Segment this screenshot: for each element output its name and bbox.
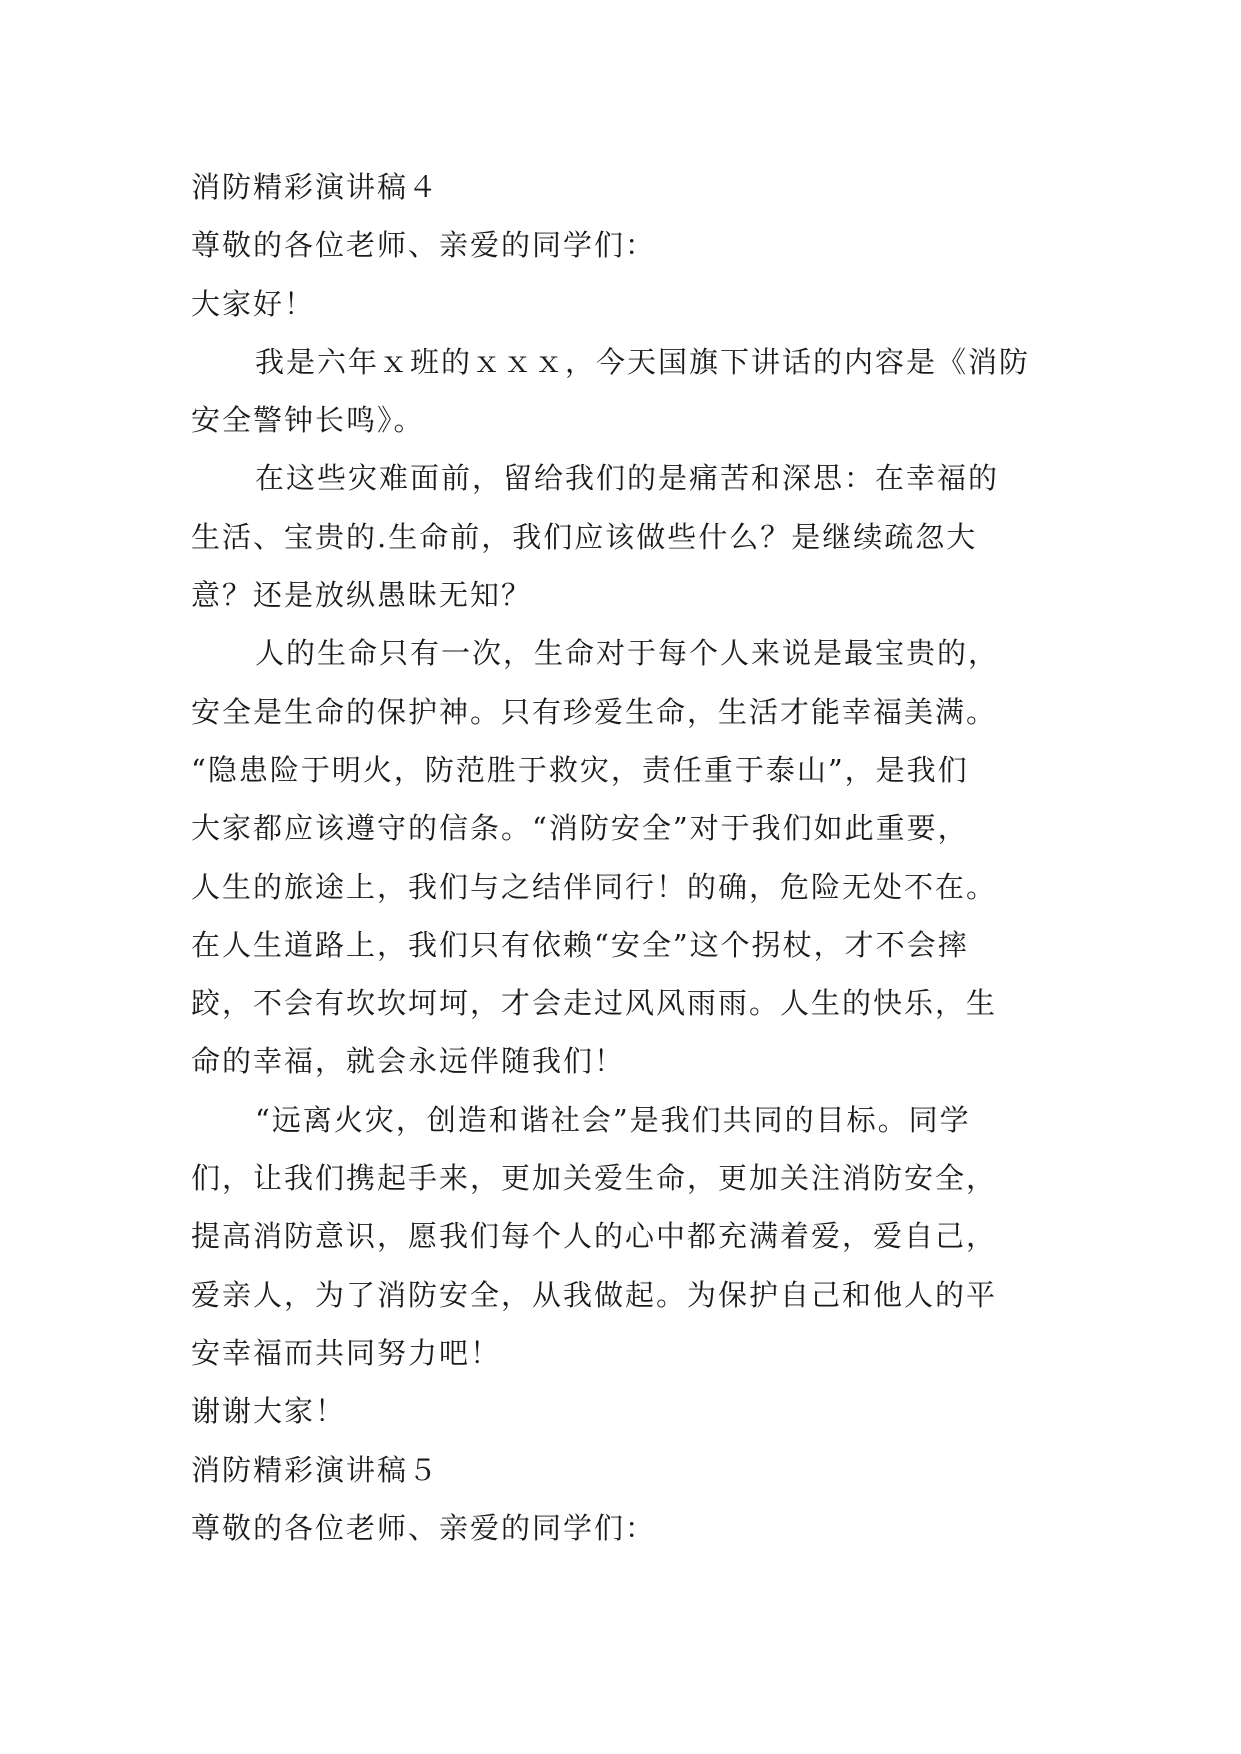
paragraph-line: 意？还是放纵愚昧无知？ [191,578,533,613]
paragraph-line: 安幸福而共同努力吧！ [191,1335,502,1370]
paragraph-line: 命的幸福，就会永远伴随我们！ [191,1044,626,1079]
paragraph-line: 我是六年ｘ班的ｘｘｘ，今天国旗下讲话的内容是《消防 [255,344,1031,379]
speech5-title: 消防精彩演讲稿５ [191,1452,440,1487]
paragraph-line: 生活、宝贵的.生命前，我们应该做些什么？是继续疏忽大 [191,519,978,554]
speech5-salutation: 尊敬的各位老师、亲爱的同学们： [191,1510,657,1545]
paragraph-line: 们，让我们携起手来，更加关爱生命，更加关注消防安全， [191,1161,998,1196]
paragraph-line: 跤，不会有坎坎坷坷，才会走过风风雨雨。人生的快乐，生 [191,986,998,1021]
speech4-paragraph-2 [191,449,1071,624]
paragraph-line: 在人生道路上，我们只有依赖“安全”这个拐杖，才不会摔 [191,927,969,962]
speech4-paragraph-4 [191,1091,1071,1382]
paragraph-line: 安全是生命的保护神。只有珍爱生命，生活才能幸福美满。 [191,694,998,729]
document-body [191,158,1071,1557]
paragraph-line: 人生的旅途上，我们与之结伴同行！的确，危险无处不在。 [191,869,998,904]
paragraph-line: “远离火灾，创造和谐社会”是我们共同的目标。同学 [255,1102,971,1137]
speech4-paragraph-3 [191,624,1071,1090]
speech4-paragraph-1 [191,333,1071,450]
speech4-greeting: 大家好！ [191,286,316,321]
speech4-salutation: 尊敬的各位老师、亲爱的同学们： [191,228,657,263]
paragraph-line: 在这些灾难面前，留给我们的是痛苦和深思：在幸福的 [255,461,1000,496]
speech4-closing: 谢谢大家！ [191,1394,347,1429]
paragraph-line: 提高消防意识，愿我们每个人的心中都充满着爱，爱自己， [191,1219,998,1254]
paragraph-line: 安全警钟长鸣》。 [191,403,425,438]
paragraph-line: “隐患险于明火，防范胜于救灾，责任重于泰山”，是我们 [191,752,969,787]
paragraph-line: 爱亲人，为了消防安全，从我做起。为保护自己和他人的平 [191,1277,998,1312]
paragraph-line: 大家都应该遵守的信条。“消防安全”对于我们如此重要， [191,811,969,846]
paragraph-line: 人的生命只有一次，生命对于每个人来说是最宝贵的， [255,636,1000,671]
speech4-title: 消防精彩演讲稿４ [191,170,440,204]
